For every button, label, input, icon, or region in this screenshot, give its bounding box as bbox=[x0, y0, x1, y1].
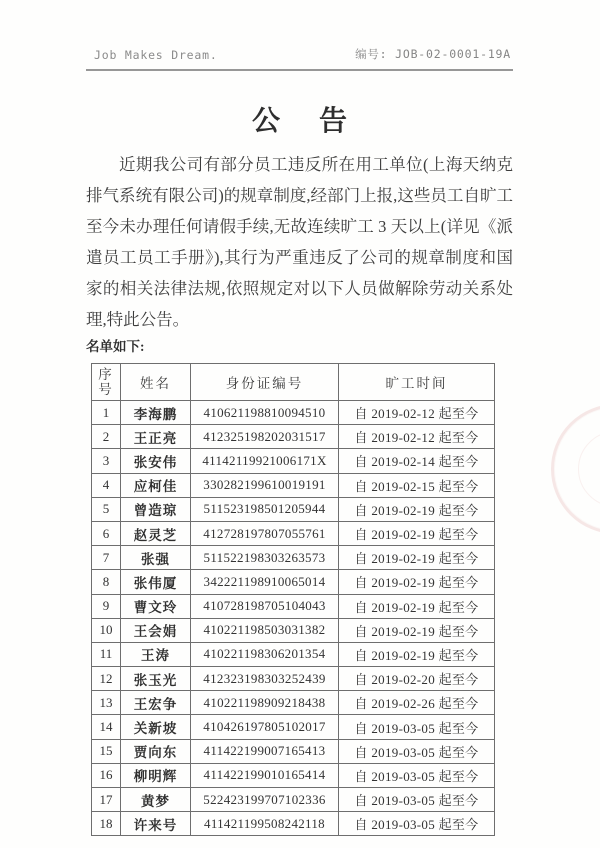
row-name-cell: 王正亮 bbox=[121, 425, 191, 449]
row-period-cell: 自 2019-02-19 起至今 bbox=[339, 497, 495, 521]
row-id-cell: 412325198202031517 bbox=[191, 425, 339, 449]
doc-number-label: 编号: bbox=[355, 47, 388, 61]
row-period-cell: 自 2019-03-05 起至今 bbox=[339, 812, 495, 836]
row-period-cell: 自 2019-02-19 起至今 bbox=[339, 521, 495, 545]
row-id-cell: 411422199007165413 bbox=[191, 739, 339, 763]
row-id-cell: 410426197805102017 bbox=[191, 715, 339, 739]
row-no-cell: 17 bbox=[92, 788, 121, 812]
row-period-cell: 自 2019-03-05 起至今 bbox=[339, 763, 495, 787]
header-slogan: Job Makes Dream. bbox=[94, 48, 218, 62]
row-no-cell: 9 bbox=[92, 594, 121, 618]
table-row bbox=[92, 812, 495, 836]
list-intro-label: 名单如下: bbox=[86, 339, 145, 354]
table-row bbox=[92, 570, 495, 594]
col-header-id-number: 身份证编号 bbox=[191, 364, 339, 401]
col-header-name: 姓名 bbox=[121, 364, 191, 401]
row-id-cell: 511523198501205944 bbox=[191, 497, 339, 521]
row-id-cell: 511522198303263573 bbox=[191, 546, 339, 570]
col-header-absence-period: 旷工时间 bbox=[339, 364, 495, 401]
row-name-cell: 黄梦 bbox=[121, 788, 191, 812]
row-name-cell: 应柯佳 bbox=[121, 473, 191, 497]
row-period-cell: 自 2019-02-19 起至今 bbox=[339, 642, 495, 666]
row-no-cell: 1 bbox=[92, 401, 121, 425]
row-period-cell: 自 2019-02-19 起至今 bbox=[339, 570, 495, 594]
row-period-cell: 自 2019-03-05 起至今 bbox=[339, 739, 495, 763]
row-no-cell: 5 bbox=[92, 497, 121, 521]
row-id-cell: 410221198503031382 bbox=[191, 618, 339, 642]
notice-title: 公 告 bbox=[251, 106, 363, 137]
row-name-cell: 贾向东 bbox=[121, 739, 191, 763]
doc-number-value: JOB-02-0001-19A bbox=[395, 47, 511, 61]
table-row bbox=[92, 497, 495, 521]
table-row bbox=[92, 739, 495, 763]
table-row bbox=[92, 401, 495, 425]
notice-body-paragraph: 近期我公司有部分员工违反所在用工单位(上海天纳克排气系统有限公司)的规章制度,经部门上报,这些员工自旷工至今未办理任何请假手续,无故连续旷工 3 天以上(详见《派遣员工员工手册》),其行为严重违反了公司的规章制度和国家的相关法律法规,依照规定对以下人员做解除劳动关系处理,特此公告。 bbox=[86, 155, 513, 329]
row-id-cell: 411422199010165414 bbox=[191, 763, 339, 787]
row-name-cell: 许来号 bbox=[121, 812, 191, 836]
table-row bbox=[92, 594, 495, 618]
row-id-cell: 412323198303252439 bbox=[191, 667, 339, 691]
row-no-cell: 6 bbox=[92, 521, 121, 545]
row-name-cell: 柳明辉 bbox=[121, 763, 191, 787]
row-name-cell: 张强 bbox=[121, 546, 191, 570]
table-row bbox=[92, 788, 495, 812]
table-row bbox=[92, 642, 495, 666]
table-row bbox=[92, 425, 495, 449]
header-doc-number bbox=[355, 46, 511, 62]
row-id-cell: 342221198910065014 bbox=[191, 570, 339, 594]
table-row bbox=[92, 691, 495, 715]
row-no-cell: 13 bbox=[92, 691, 121, 715]
row-no-cell: 7 bbox=[92, 546, 121, 570]
row-no-cell: 8 bbox=[92, 570, 121, 594]
row-id-cell: 412728197807055761 bbox=[191, 521, 339, 545]
row-id-cell: 410221198306201354 bbox=[191, 642, 339, 666]
red-circular-stamp bbox=[551, 404, 600, 534]
row-no-cell: 14 bbox=[92, 715, 121, 739]
page-header bbox=[86, 40, 513, 71]
row-name-cell: 张玉光 bbox=[121, 667, 191, 691]
row-period-cell: 自 2019-02-20 起至今 bbox=[339, 667, 495, 691]
row-name-cell: 张安伟 bbox=[121, 449, 191, 473]
row-no-cell: 2 bbox=[92, 425, 121, 449]
table-row bbox=[92, 618, 495, 642]
row-id-cell: 522423199707102336 bbox=[191, 788, 339, 812]
table-row bbox=[92, 667, 495, 691]
table-row bbox=[92, 449, 495, 473]
row-period-cell: 自 2019-03-05 起至今 bbox=[339, 788, 495, 812]
absence-roster-table bbox=[91, 363, 495, 836]
row-no-cell: 11 bbox=[92, 642, 121, 666]
table-body bbox=[92, 401, 495, 836]
row-name-cell: 曾造琼 bbox=[121, 497, 191, 521]
row-name-cell: 王会娟 bbox=[121, 618, 191, 642]
row-period-cell: 自 2019-02-12 起至今 bbox=[339, 425, 495, 449]
table-row bbox=[92, 473, 495, 497]
row-period-cell: 自 2019-02-15 起至今 bbox=[339, 473, 495, 497]
table-row bbox=[92, 546, 495, 570]
row-name-cell: 曹文玲 bbox=[121, 594, 191, 618]
row-id-cell: 410728198705104043 bbox=[191, 594, 339, 618]
row-id-cell: 330282199610019191 bbox=[191, 473, 339, 497]
row-name-cell: 张伟厦 bbox=[121, 570, 191, 594]
row-id-cell: 41142119921006171X bbox=[191, 449, 339, 473]
row-no-cell: 15 bbox=[92, 739, 121, 763]
page-content bbox=[86, 40, 513, 836]
row-id-cell: 410621198810094510 bbox=[191, 401, 339, 425]
row-period-cell: 自 2019-03-05 起至今 bbox=[339, 715, 495, 739]
row-name-cell: 李海鹏 bbox=[121, 401, 191, 425]
row-no-cell: 10 bbox=[92, 618, 121, 642]
row-name-cell: 王宏争 bbox=[121, 691, 191, 715]
row-period-cell: 自 2019-02-19 起至今 bbox=[339, 618, 495, 642]
col-header-index: 序号 bbox=[92, 364, 121, 401]
table-row bbox=[92, 521, 495, 545]
row-period-cell: 自 2019-02-19 起至今 bbox=[339, 546, 495, 570]
row-no-cell: 18 bbox=[92, 812, 121, 836]
table-row bbox=[92, 715, 495, 739]
row-period-cell: 自 2019-02-12 起至今 bbox=[339, 401, 495, 425]
row-no-cell: 4 bbox=[92, 473, 121, 497]
row-no-cell: 16 bbox=[92, 763, 121, 787]
table-header-row bbox=[92, 364, 495, 401]
row-id-cell: 411421199508242118 bbox=[191, 812, 339, 836]
row-period-cell: 自 2019-02-14 起至今 bbox=[339, 449, 495, 473]
row-no-cell: 12 bbox=[92, 667, 121, 691]
row-name-cell: 王涛 bbox=[121, 642, 191, 666]
row-no-cell: 3 bbox=[92, 449, 121, 473]
row-name-cell: 关新坡 bbox=[121, 715, 191, 739]
row-id-cell: 410221198909218438 bbox=[191, 691, 339, 715]
row-name-cell: 赵灵芝 bbox=[121, 521, 191, 545]
table-row bbox=[92, 763, 495, 787]
row-period-cell: 自 2019-02-19 起至今 bbox=[339, 594, 495, 618]
row-period-cell: 自 2019-02-26 起至今 bbox=[339, 691, 495, 715]
